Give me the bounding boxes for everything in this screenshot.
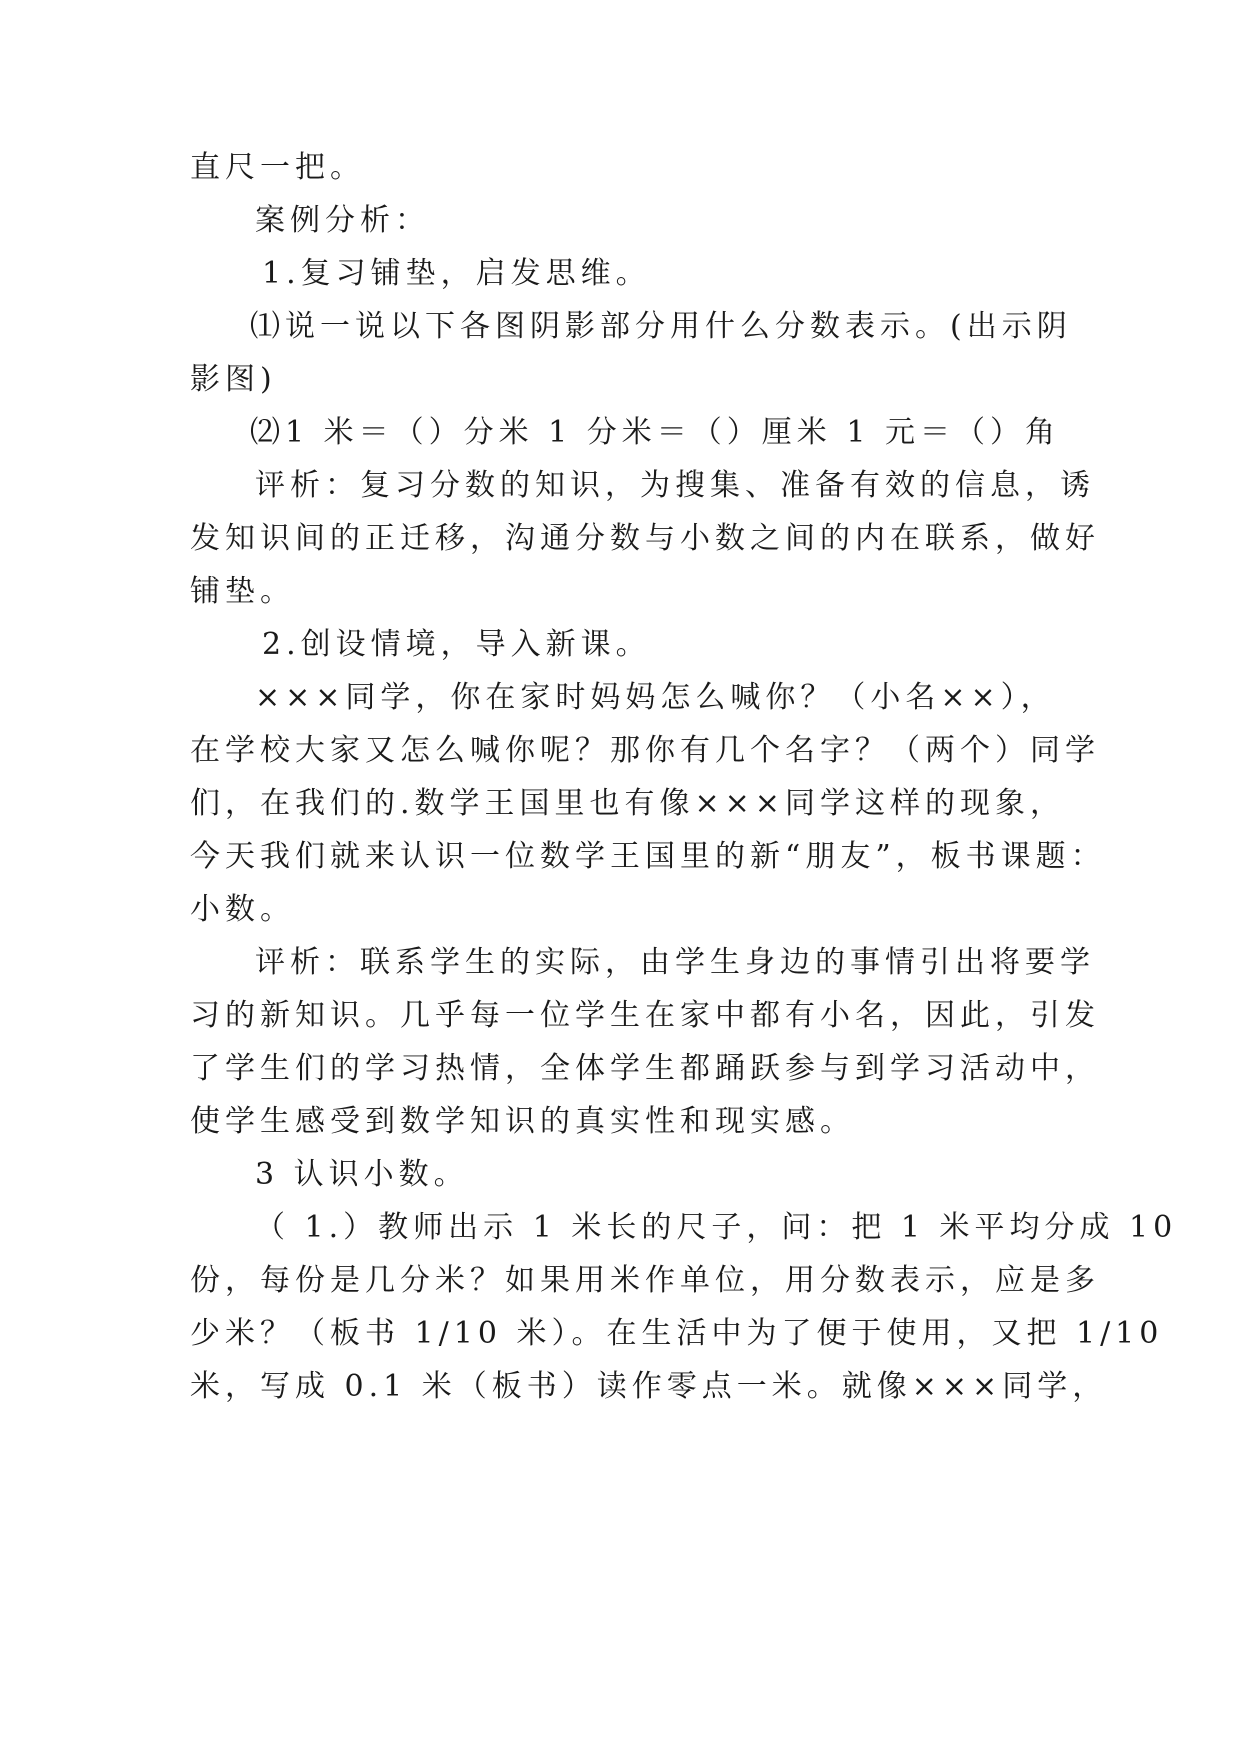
paragraph-line: ×××同学，你在家时妈妈怎么喊你？（小名××）， <box>255 680 1056 715</box>
step-heading: 3 认识小数。 <box>255 1157 469 1192</box>
paragraph-line: 们，在我们的.数学王国里也有像×××同学这样的现象， <box>190 786 1065 821</box>
paragraph-line: 份，每份是几分米？如果用米作单位，用分数表示，应是多 <box>190 1263 1100 1298</box>
paragraph-line: 了学生们的学习热情，全体学生都踊跃参与到学习活动中， <box>190 1051 1100 1086</box>
paragraph-line: 评析：复习分数的知识，为搜集、准备有效的信息，诱 <box>255 468 1095 503</box>
paragraph-line: 发知识间的正迁移，沟通分数与小数之间的内在联系，做好 <box>190 521 1100 556</box>
paragraph-line: 使学生感受到数学知识的真实性和现实感。 <box>190 1104 855 1139</box>
paragraph-line: 少米？（板书 1/10 米）。在生活中为了便于使用，又把 1/10 <box>190 1316 1164 1351</box>
paragraph-line: 习的新知识。几乎每一位学生在家中都有小名，因此，引发 <box>190 998 1100 1033</box>
paragraph-line: 铺垫。 <box>190 574 295 609</box>
paragraph-line: 在学校大家又怎么喊你呢？那你有几个名字？（两个）同学 <box>190 733 1100 768</box>
step-heading: 1.复习铺垫，启发思维。 <box>262 256 651 291</box>
paragraph-line: 小数。 <box>190 892 295 927</box>
paragraph-line: ⑴说一说以下各图阴影部分用什么分数表示。(出示阴 <box>250 309 1072 344</box>
paragraph-line: 影图) <box>190 362 277 397</box>
paragraph-line: 直尺一把。 <box>190 150 365 185</box>
paragraph-line: 今天我们就来认识一位数学王国里的新“朋友”，板书课题： <box>190 839 1106 874</box>
paragraph-line: 评析：联系学生的实际，由学生身边的事情引出将要学 <box>255 945 1095 980</box>
paragraph-line: ⑵1 米＝（）分米 1 分米＝（）厘米 1 元＝（）角 <box>250 415 1060 450</box>
step-heading: 2.创设情境，导入新课。 <box>262 627 651 662</box>
paragraph-line: （ 1.）教师出示 1 米长的尺子，问：把 1 米平均分成 10 <box>255 1210 1178 1245</box>
paragraph-line: 米，写成 0.1 米（板书）读作零点一米。就像×××同学， <box>190 1369 1108 1404</box>
section-heading: 案例分析： <box>255 203 430 238</box>
